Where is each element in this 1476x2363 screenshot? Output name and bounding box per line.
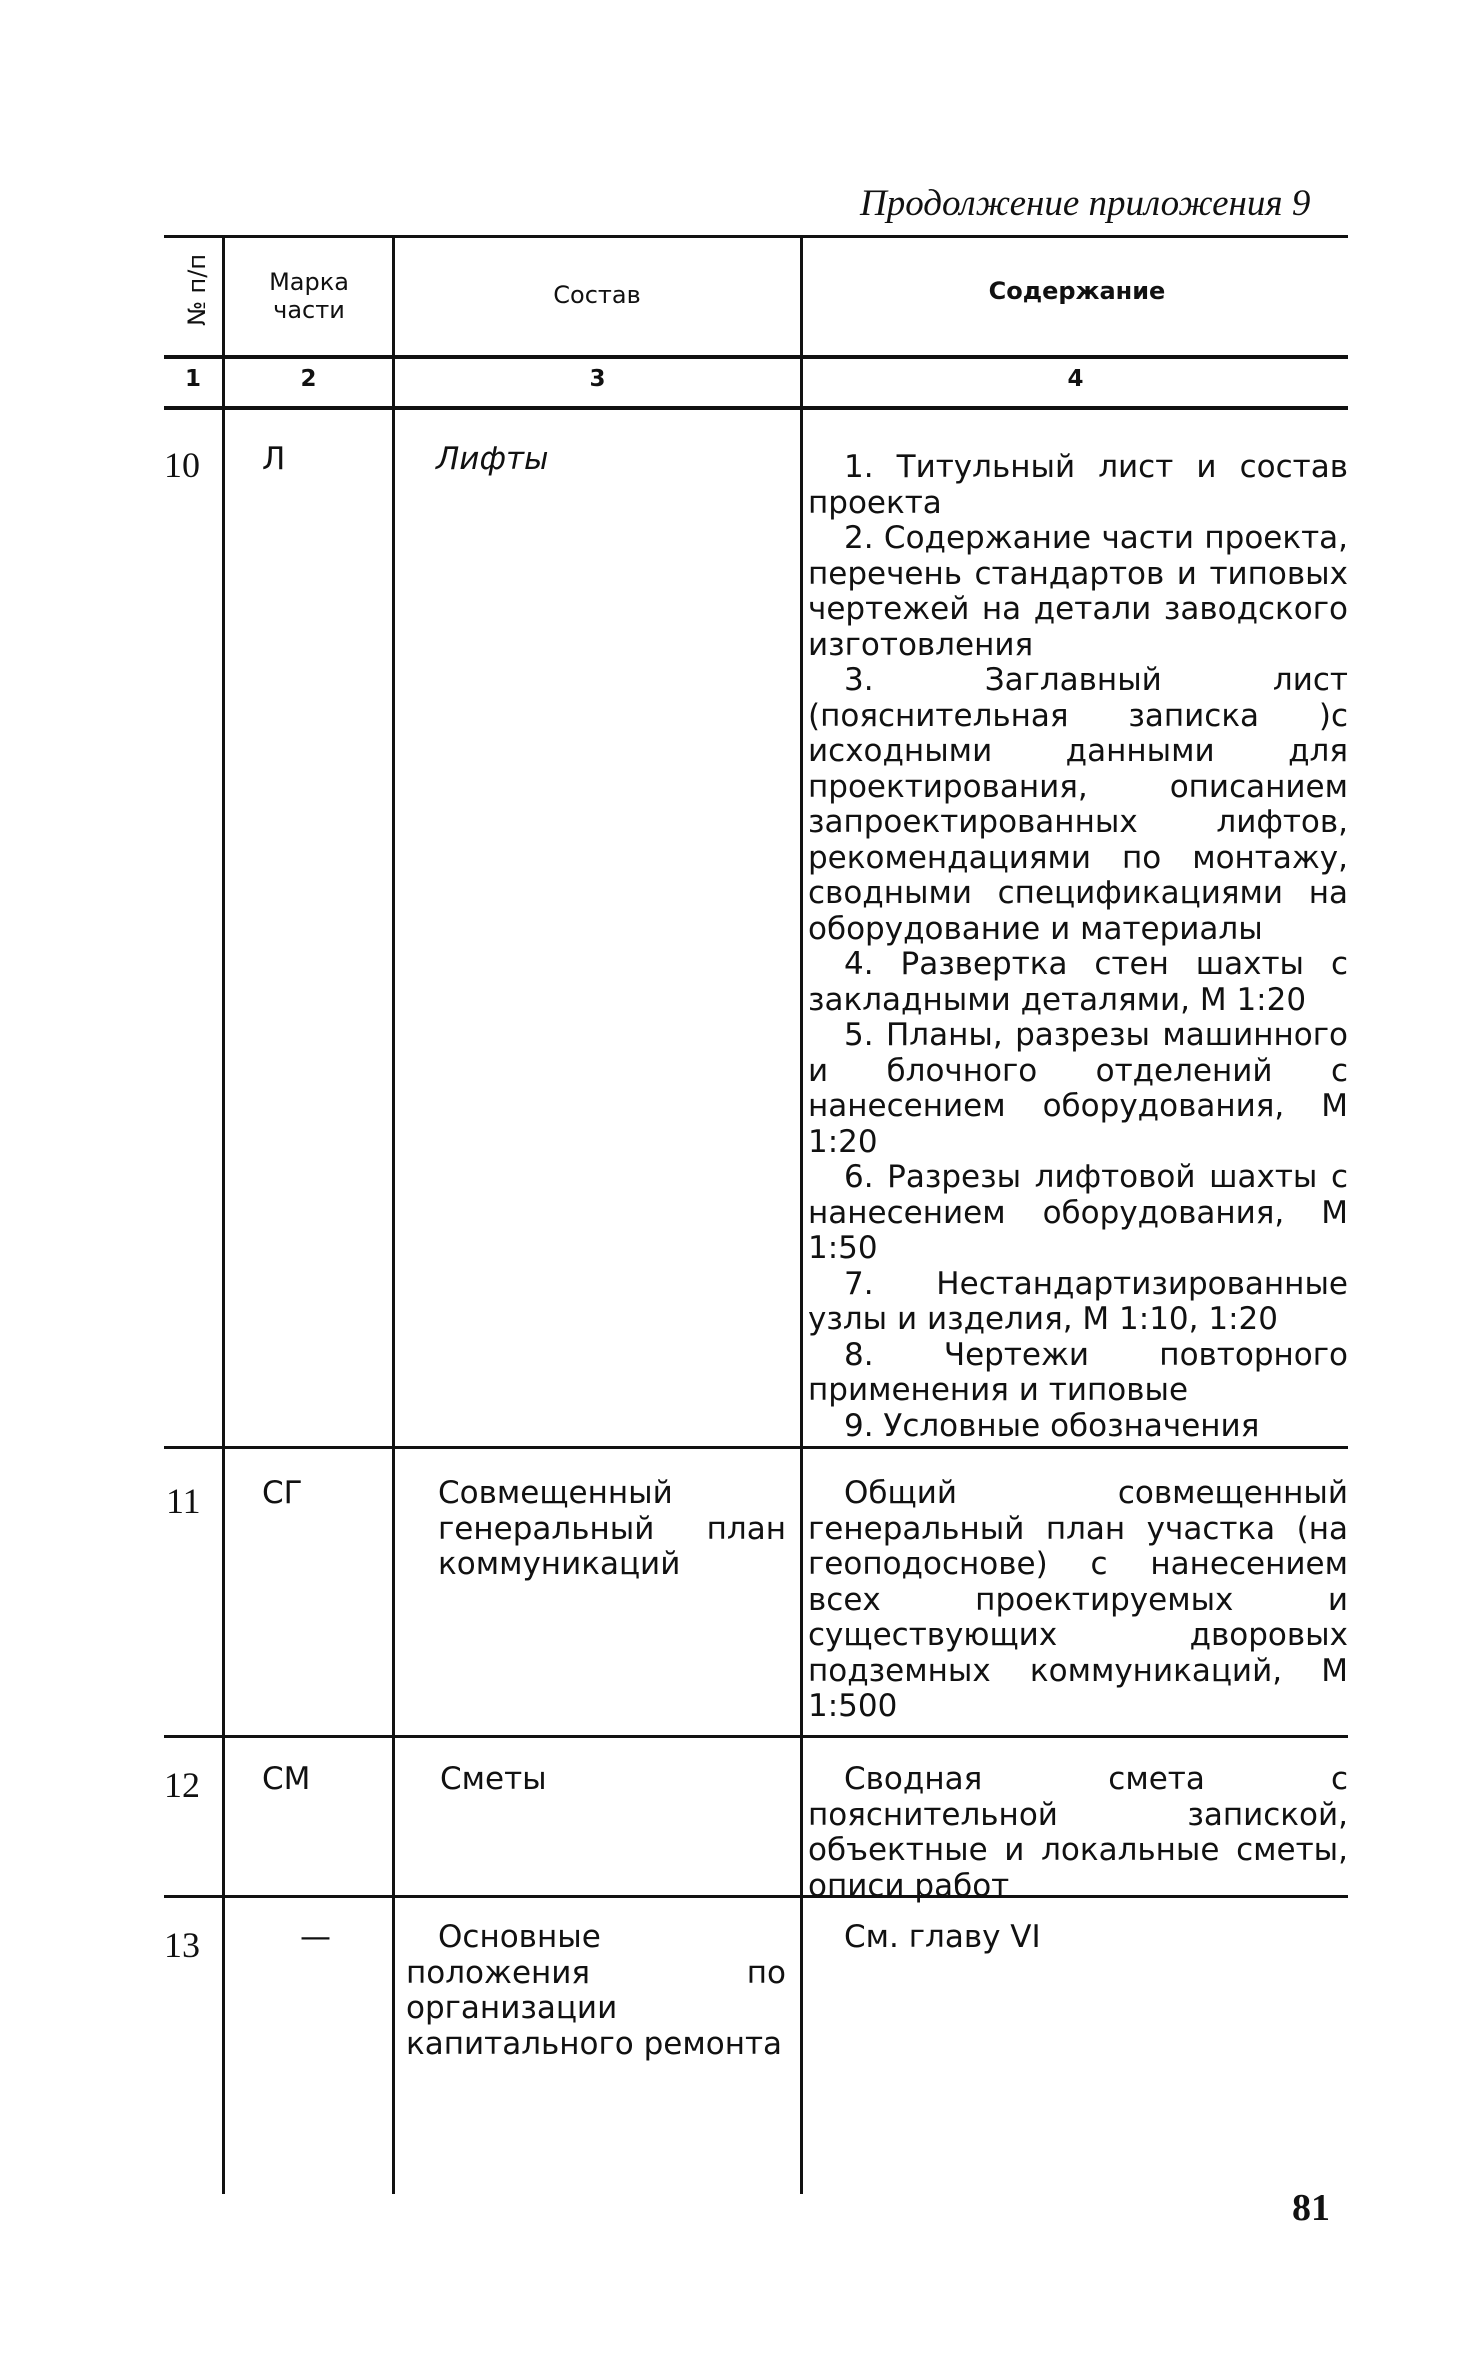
table-top-rule bbox=[164, 235, 1348, 238]
content-item: 2. Содержание части проекта, перечень стандартов и типовых чертежей на детали заводского изготовления bbox=[808, 520, 1348, 663]
column-number-4: 4 bbox=[1067, 366, 1084, 392]
row-11-content: Общий совмещенный генеральный план участка (на геоподоснове) с нанесением всех проектируемых и существующих дворовых подземных коммуникаций, М 1:500 bbox=[808, 1475, 1348, 1724]
row-10-mark: Л bbox=[262, 441, 286, 477]
content-item: 1. Титульный лист и состав проекта bbox=[808, 449, 1348, 521]
content-item: 3. Заглавный лист (пояснительная записка )с исходными данными для проектирования, описанием запроектированных лифтов, рекомендациями по монтажу, сводными спецификациями на оборудование и материалы bbox=[808, 662, 1348, 947]
colnum-bottom-rule bbox=[164, 406, 1348, 410]
content-item: 9. Условные обозначения bbox=[844, 1407, 1260, 1444]
row-11-mark: СГ bbox=[262, 1475, 303, 1511]
col-divider-1 bbox=[222, 238, 225, 2194]
col-divider-3 bbox=[800, 238, 803, 2194]
header-bottom-rule bbox=[164, 355, 1348, 359]
row-10-composition: Лифты bbox=[436, 441, 549, 477]
header-mark: Марка части bbox=[269, 268, 349, 324]
row-13-content: См. главу VI bbox=[844, 1919, 1041, 1955]
row-12-mark: СМ bbox=[262, 1761, 311, 1797]
header-content: Содержание bbox=[988, 277, 1166, 305]
column-number-1: 1 bbox=[184, 366, 201, 392]
col-divider-2 bbox=[392, 238, 395, 2194]
row-13-mark: — bbox=[300, 1919, 331, 1955]
row-10-content bbox=[808, 450, 1348, 1444]
header-composition: Состав bbox=[553, 281, 641, 309]
header-number: № п/п bbox=[183, 253, 211, 327]
column-number-2: 2 bbox=[300, 366, 317, 392]
column-number-3: 3 bbox=[589, 366, 606, 392]
row-11-composition: Совмещенный генеральный план коммуникаций bbox=[438, 1475, 786, 1582]
page-number: 81 bbox=[1292, 2187, 1330, 2229]
row-10-number: 10 bbox=[164, 445, 200, 485]
continuation-caption: Продолжение приложения 9 bbox=[860, 183, 1311, 224]
row-13-number: 13 bbox=[164, 1925, 200, 1965]
row-12-composition: Сметы bbox=[440, 1761, 547, 1797]
content-item: 5. Планы, разрезы машинного и блочного отделений с нанесением оборудования, М 1:20 bbox=[808, 1017, 1348, 1160]
row-13-composition: Основные положения по организации капитального ремонта bbox=[406, 1919, 786, 2062]
row-11-bottom-rule bbox=[164, 1735, 1348, 1738]
content-item: 7. Нестандартизированные узлы и изделия, М 1:10, 1:20 bbox=[808, 1265, 1348, 1337]
row-10-bottom-rule bbox=[164, 1446, 1348, 1449]
row-12-number: 12 bbox=[164, 1765, 200, 1805]
row-12-content: Сводная смета с пояснительной запиской, объектные и локальные сметы, описи работ bbox=[808, 1761, 1348, 1904]
content-item: 8. Чертежи повторного применения и типовые bbox=[808, 1336, 1348, 1408]
content-item: 4. Развертка стен шахты с закладными деталями, М 1:20 bbox=[808, 946, 1348, 1018]
content-item: 6. Разрезы лифтовой шахты с нанесением оборудования, М 1:50 bbox=[808, 1159, 1348, 1266]
row-11-number: 11 bbox=[166, 1481, 201, 1521]
